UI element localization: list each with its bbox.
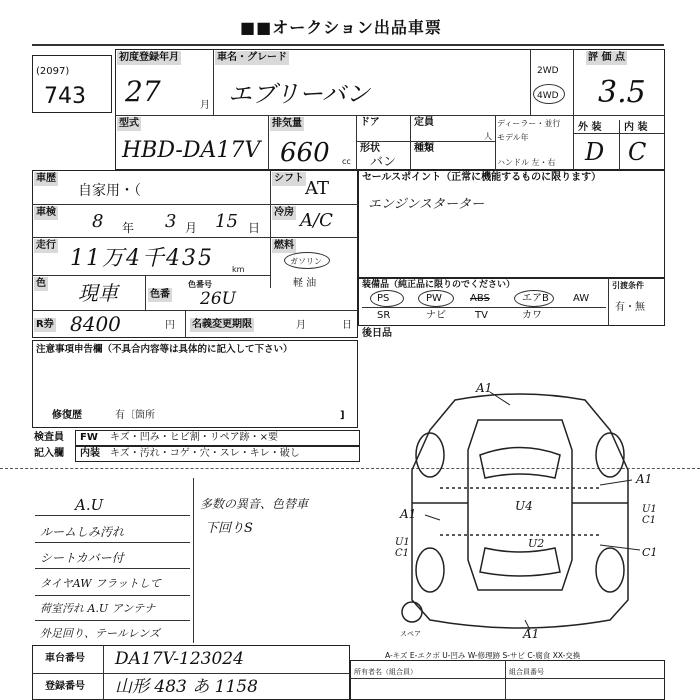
member-no-label: 組合員番号 bbox=[509, 668, 544, 676]
mark-u4: U4 bbox=[515, 499, 533, 513]
wheel-fl bbox=[416, 433, 444, 477]
row1-items: キズ・凹み・ヒビ割・リペア跡・×要 bbox=[110, 432, 278, 443]
shape-value: バン bbox=[370, 155, 397, 170]
model-label: 型式 bbox=[119, 118, 139, 129]
mark-u1-right: U1 bbox=[642, 504, 657, 515]
equip-pw: PW bbox=[426, 293, 442, 304]
note-left-2: ルームしみ汚れ bbox=[40, 525, 125, 539]
dealer-label: ディーラー・並行 bbox=[497, 119, 561, 128]
name-grade-label: 車名・グレード bbox=[217, 52, 287, 63]
interior-grade: C bbox=[628, 138, 647, 166]
spare-tire bbox=[402, 602, 422, 622]
mark-u2: U2 bbox=[528, 537, 545, 550]
repair-value: 有〔箇所 bbox=[115, 410, 155, 421]
fuel-label: 燃料 bbox=[274, 240, 294, 251]
equip-leather: カワ bbox=[522, 310, 542, 321]
note-left-5: 荷室汚れ A.U アンテナ bbox=[40, 602, 156, 615]
legend-text: A-キズ E-エクボ U-凹み W-修理跡 S-サビ C-腐食 XX-交換 bbox=[385, 651, 581, 660]
insp-month: 3 bbox=[165, 211, 177, 232]
first-reg-year: 27 bbox=[125, 75, 161, 108]
color-num-label: 色番号 bbox=[188, 280, 212, 289]
wheel-fr bbox=[596, 433, 624, 477]
wheel-rr bbox=[596, 548, 624, 592]
mark-u1-left: U1 bbox=[395, 537, 410, 548]
ac-label: 冷房 bbox=[274, 207, 294, 218]
mark-a1-right: A1 bbox=[636, 472, 653, 486]
mark-a1-top: A1 bbox=[476, 381, 493, 395]
rating-label: 評 価 点 bbox=[588, 52, 625, 63]
sales-point-value: エンジンスターター bbox=[368, 197, 484, 212]
insp-day: 15 bbox=[215, 211, 238, 232]
door-label: ドア bbox=[360, 117, 380, 128]
mark-c1-left: C1 bbox=[395, 548, 410, 559]
note-left-6: 外足回り、テールレンズ bbox=[40, 627, 160, 640]
color-value: 現車 bbox=[78, 281, 118, 305]
reg-label: 登録番号 bbox=[45, 681, 85, 692]
shape-label: 形状 bbox=[360, 143, 380, 154]
color-cat-label: 種類 bbox=[414, 143, 434, 154]
color-code-value: 26U bbox=[200, 289, 236, 309]
shift-value: AT bbox=[305, 178, 330, 199]
recycle-label: R券 bbox=[36, 319, 54, 330]
model-year-label: モデル年 bbox=[497, 133, 529, 142]
insp-year-unit: 年 bbox=[122, 221, 135, 235]
equip-airbag: エアB bbox=[522, 293, 549, 304]
lot-number: 743 bbox=[44, 84, 86, 109]
notes-label: 注意事項申告欄（不具合内容等は具体的に記入して下さい） bbox=[36, 344, 293, 355]
inspect-row2-label: 記入欄 bbox=[34, 448, 64, 459]
equipment-label: 装備品（純正品に限りのでください） bbox=[362, 280, 516, 290]
note-right-1: 多数の異音、色替車 bbox=[200, 497, 309, 511]
displacement-value: 660 bbox=[280, 138, 330, 168]
equip-aw: AW bbox=[573, 293, 590, 304]
insp-day-unit: 日 bbox=[248, 221, 261, 235]
cc-label: cc bbox=[342, 157, 351, 166]
first-reg-label: 初度登録年月 bbox=[119, 52, 179, 63]
shift-label: シフト bbox=[274, 173, 304, 184]
chassis-label: 車台番号 bbox=[45, 653, 85, 664]
owner-label: 所有者名（組合員） bbox=[354, 668, 417, 676]
windshield bbox=[480, 448, 560, 479]
handover-choice: 有・無 bbox=[615, 302, 645, 313]
row1-label: FW bbox=[80, 432, 98, 443]
exterior-label: 外 装 bbox=[578, 122, 602, 133]
model-code: HBD-DA17V bbox=[122, 138, 261, 163]
reg-value: 山形 483 あ 1158 bbox=[115, 677, 258, 697]
equip-sr: SR bbox=[377, 310, 391, 321]
fuel-gas: ガソリン bbox=[290, 257, 322, 266]
sales-point-label: セールスポイント（正常に機能するものに限ります） bbox=[362, 172, 602, 183]
mark-c1-right: C1 bbox=[642, 515, 657, 526]
insp-month-unit: 月 bbox=[185, 221, 198, 235]
repair-close: ] bbox=[340, 410, 345, 421]
row2-items: キズ・汚れ・コゲ・穴・スレ・キレ・破し bbox=[110, 448, 300, 459]
handle-label: ハンドル 左・右 bbox=[497, 158, 556, 167]
insp-year: 8 bbox=[92, 211, 104, 232]
color-label: 色 bbox=[36, 278, 46, 289]
mark-a1-left: A1 bbox=[400, 507, 417, 521]
equip-abs: ABS bbox=[470, 293, 490, 304]
color-code-label: 色番 bbox=[150, 289, 170, 300]
equip-ps: PS bbox=[377, 293, 390, 304]
mileage-label: 走行 bbox=[36, 240, 56, 251]
rename-label: 名義変更期限 bbox=[192, 319, 252, 330]
rename-day: 日 bbox=[342, 320, 352, 331]
lot-label: (2097) bbox=[36, 66, 70, 77]
note-left-1: A.U bbox=[75, 496, 104, 514]
ac-value: A/C bbox=[300, 210, 333, 231]
mark-c1-rear: C1 bbox=[642, 546, 658, 559]
inspect-row1-label: 検査員 bbox=[34, 432, 64, 443]
drive-4wd-label: 4WD bbox=[537, 91, 559, 101]
fuel-diesel: 軽 油 bbox=[293, 278, 317, 289]
rear-window bbox=[480, 548, 560, 576]
page-title: ■■オークション出品車票 bbox=[240, 18, 442, 37]
drive-2wd-label: 2WD bbox=[537, 66, 559, 76]
capacity-label: 定員 bbox=[414, 117, 434, 128]
spare-caption: スペア bbox=[400, 630, 421, 638]
interior-label: 内 装 bbox=[624, 122, 648, 133]
note-left-3: シートカバー付 bbox=[40, 551, 124, 565]
equip-navi: ナビ bbox=[426, 310, 446, 321]
history-label: 車歴 bbox=[36, 173, 56, 184]
repair-label: 修復歴 bbox=[52, 410, 82, 421]
mark-a1-bottom: A1 bbox=[523, 627, 540, 641]
row2-label: 内装 bbox=[80, 448, 100, 459]
exterior-grade: D bbox=[585, 138, 605, 166]
handover-label: 引渡条件 bbox=[612, 281, 644, 290]
km-label: km bbox=[232, 265, 245, 274]
car-name: エブリーバン bbox=[228, 80, 370, 108]
history-value: 自家用・（ bbox=[78, 183, 141, 199]
rename-month: 月 bbox=[296, 320, 306, 331]
wheel-rl bbox=[416, 548, 444, 592]
yen-label: 円 bbox=[165, 320, 175, 331]
person-label: 人 bbox=[484, 132, 492, 141]
after-label: 後日品 bbox=[362, 328, 392, 339]
inspection-label: 車検 bbox=[36, 207, 56, 218]
note-right-2: 下回りS bbox=[205, 521, 253, 536]
recycle-value: 8400 bbox=[70, 312, 121, 336]
chassis-value: DA17V-123024 bbox=[115, 649, 244, 669]
rating-score: 3.5 bbox=[598, 75, 646, 110]
note-left-4: タイヤAW フラットして bbox=[40, 577, 161, 590]
first-reg-month: 月 bbox=[200, 100, 210, 111]
displacement-label: 排気量 bbox=[272, 118, 302, 129]
equip-tv: TV bbox=[475, 310, 488, 321]
mileage-value: 11万4千435 bbox=[70, 246, 214, 271]
